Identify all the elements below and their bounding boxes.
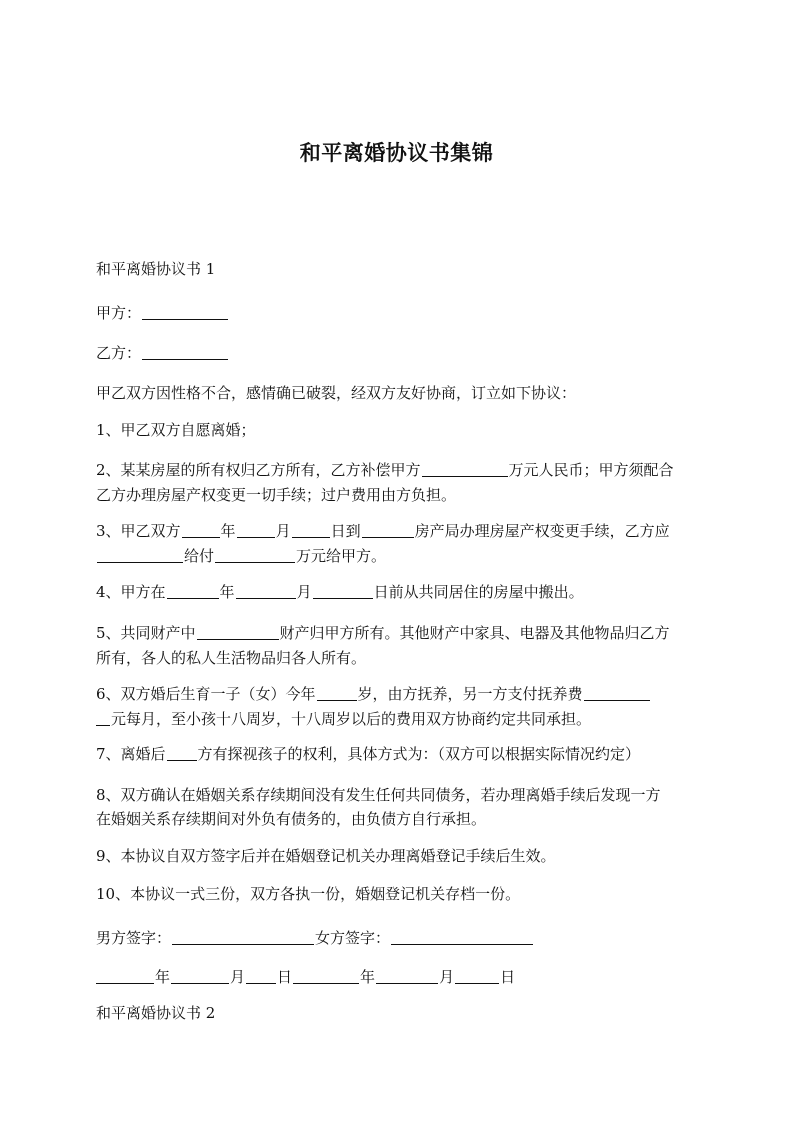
clause-3-text-g: 万元给甲方。 — [296, 547, 387, 565]
clause-4-month: 月 — [296, 583, 312, 601]
month-blank — [237, 519, 275, 538]
date-day-blank-2 — [455, 965, 499, 984]
date-month-blank-2 — [376, 965, 438, 984]
party-b-line — [96, 338, 706, 369]
clause-3-year: 年 — [220, 522, 236, 540]
day-blank — [292, 519, 330, 538]
clause-4-text-a: 4、甲方在 — [96, 583, 166, 601]
date-year-2: 年 — [360, 968, 376, 986]
clause-4-year: 年 — [219, 583, 235, 601]
signature-line — [96, 923, 706, 954]
clause-3-day: 日到 — [330, 522, 361, 540]
clause-2-line-2: 乙方办理房屋产权变更一切手续；过户费用由方负担。 — [96, 486, 457, 504]
clause-7-text-b: 方有探视孩子的权利，具体方式为：（双方可以根据实际情况约定） — [197, 745, 641, 763]
date-year-1: 年 — [155, 968, 171, 986]
party-b-blank — [142, 341, 228, 360]
section-heading-2: 和平离婚协议书 2 — [96, 1004, 216, 1022]
date-month-2: 月 — [439, 968, 455, 986]
date-month-blank-1 — [171, 965, 229, 984]
clause-7-text-a: 7、离婚后 — [96, 745, 166, 763]
male-signature-blank — [172, 926, 314, 945]
year-blank — [182, 519, 220, 538]
party-b-label: 乙方： — [96, 344, 142, 362]
visitation-blank — [167, 742, 197, 761]
clause-1: 1、甲乙双方自愿离婚； — [96, 421, 256, 439]
clause-3-text-f: 给付 — [184, 547, 215, 565]
clause-10: 10、本协议一式三份，双方各执一份，婚姻登记机关存档一份。 — [96, 885, 521, 903]
date-month-1: 月 — [230, 968, 246, 986]
section-heading-1: 和平离婚协议书 1 — [96, 260, 216, 278]
clause-3-month: 月 — [275, 522, 291, 540]
child-age-blank — [317, 682, 357, 701]
support-blank-b — [96, 707, 110, 726]
date-day-1: 日 — [277, 968, 293, 986]
clause-2-text-a: 2、某某房屋的所有权归乙方所有，乙方补偿甲方 — [96, 461, 421, 479]
clause-3-text-a: 3、甲乙双方 — [96, 522, 181, 540]
clause-7 — [96, 739, 706, 770]
compensation-blank — [422, 458, 508, 477]
party-a-line — [96, 298, 706, 329]
female-signature-blank — [391, 926, 533, 945]
clause-8-line-1: 8、双方确认在婚姻关系存续期间没有发生任何共同债务，若办理离婚手续后发现一方 — [96, 786, 661, 804]
clause-6-text-c: 元每月，至小孩十八周岁，十八周岁以后的费用双方协商约定共同承担。 — [111, 710, 592, 728]
clause-5-text-b: 财产归甲方所有。其他财产中家具、电器及其他物品归乙方 — [279, 624, 670, 642]
amount-blank — [215, 544, 295, 563]
clause-3-line-2 — [96, 541, 706, 572]
clause-3-text-e: 房产局办理房屋产权变更手续，乙方应 — [414, 522, 670, 540]
clause-5-line-2: 所有，各人的私人生活物品归各人所有。 — [96, 649, 367, 667]
payee-blank — [97, 544, 183, 563]
party-a-label: 甲方： — [96, 304, 142, 322]
date-line — [96, 962, 706, 993]
move-year-blank — [167, 580, 219, 599]
clause-9: 9、本协议自双方签字后并在婚姻登记机关办理离婚登记手续后生效。 — [96, 847, 556, 865]
male-signature-label: 男方签字： — [96, 929, 172, 947]
move-month-blank — [236, 580, 296, 599]
move-day-blank — [313, 580, 373, 599]
clause-4-text-d: 日前从共同居住的房屋中搬出。 — [373, 583, 584, 601]
clause-4 — [96, 577, 706, 608]
bureau-blank — [362, 519, 414, 538]
date-year-blank-2 — [293, 965, 359, 984]
clause-5-text-a: 5、共同财产中 — [96, 624, 196, 642]
property-blank — [197, 621, 279, 640]
date-day-blank-1 — [246, 965, 276, 984]
clause-2-text-b: 万元人民币；甲方须配合 — [508, 461, 674, 479]
clause-6-line-2 — [96, 704, 706, 735]
document-title: 和平离婚协议书集锦 — [299, 141, 494, 165]
clause-6-text-a: 6、双方婚后生育一子（女）今年 — [96, 685, 316, 703]
support-blank-a — [584, 682, 650, 701]
clause-6-text-b: 岁，由方抚养，另一方支付抚养费 — [357, 685, 583, 703]
date-year-blank-1 — [96, 965, 154, 984]
clause-8-line-2: 在婚姻关系存续期间对外负有债务的，由负债方自行承担。 — [96, 810, 487, 828]
intro-paragraph: 甲乙双方因性格不合，感情确已破裂，经双方友好协商，订立如下协议： — [96, 384, 577, 402]
date-day-2: 日 — [500, 968, 516, 986]
party-a-blank — [142, 301, 228, 320]
female-signature-label: 女方签字： — [315, 929, 391, 947]
